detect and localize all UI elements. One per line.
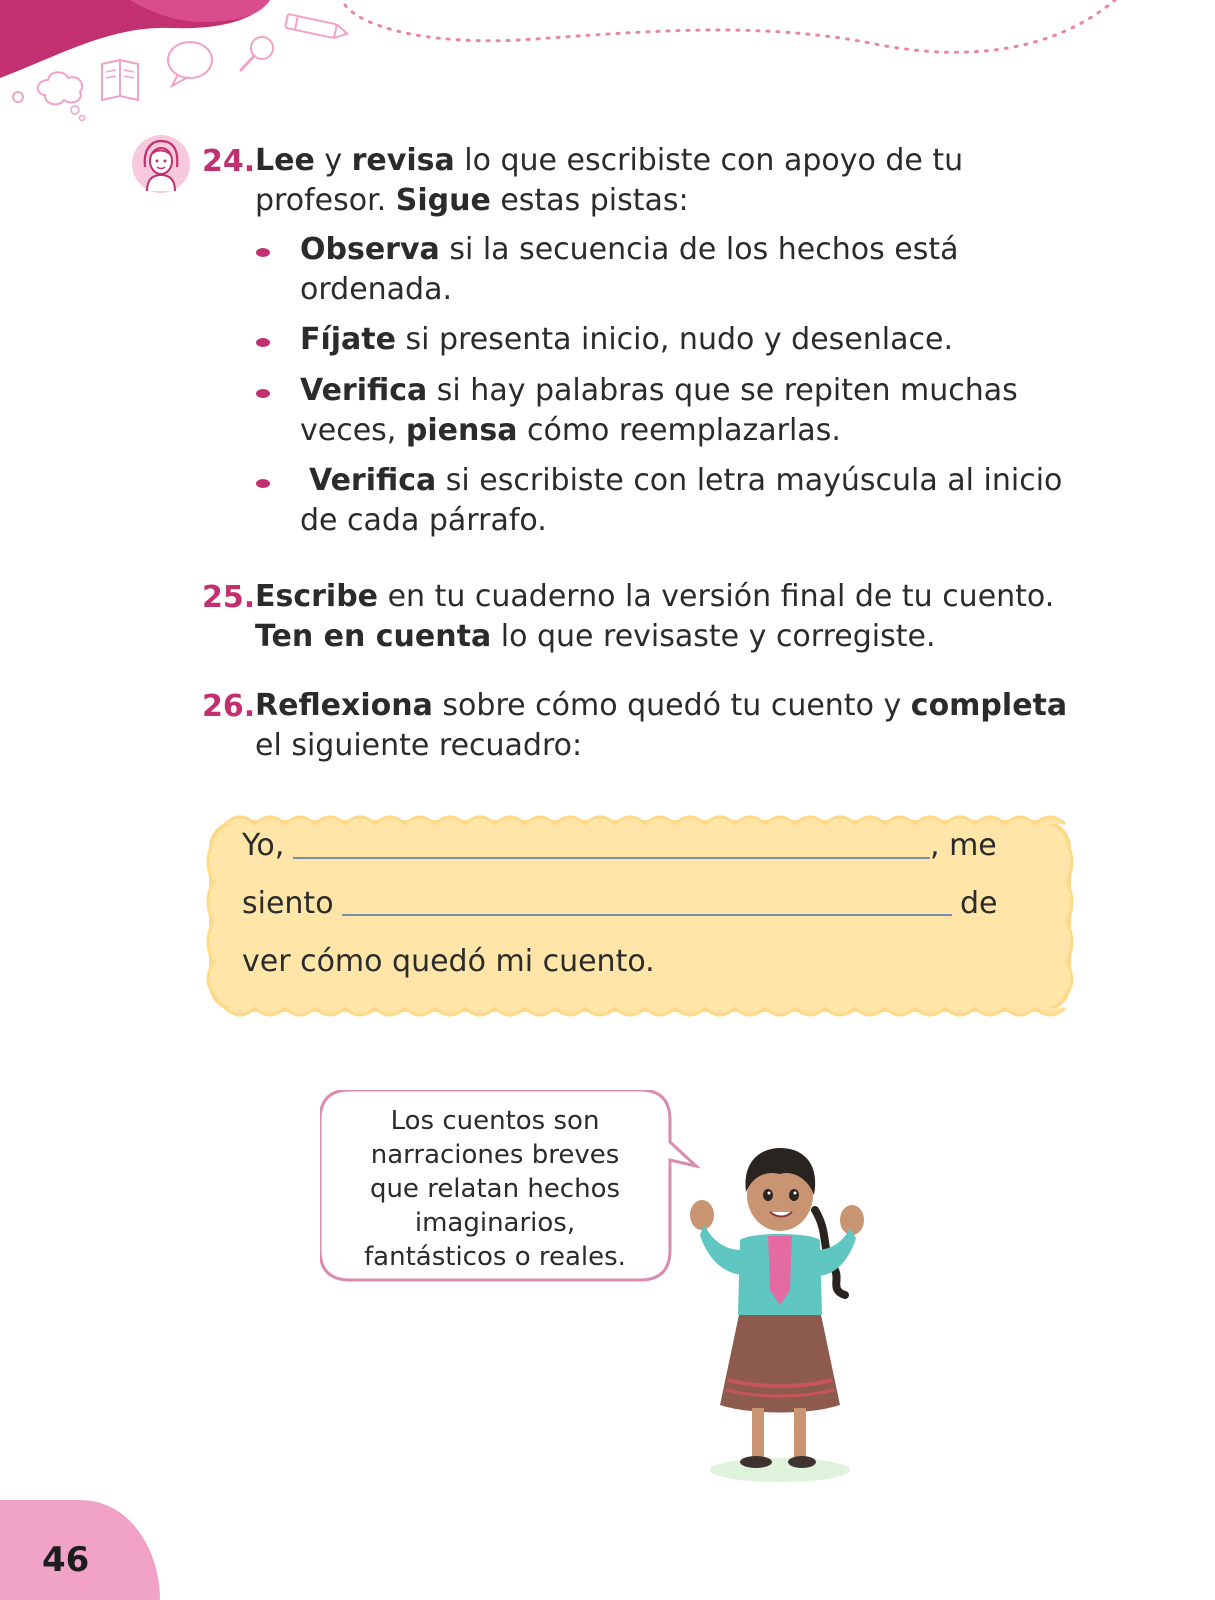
feeling-blank-line[interactable] <box>342 914 952 916</box>
bullet-dot <box>256 389 270 398</box>
activity-25-line-1: Escribe en tu cuaderno la versión final de tu cuento. <box>255 579 1055 614</box>
activity-26-line-2: el siguiente recuadro: <box>255 728 583 763</box>
fill-de-label: de <box>960 886 998 921</box>
activity-25-number: 25. <box>202 580 256 615</box>
teacher-icon <box>131 133 191 195</box>
magnifier-icon <box>241 37 273 70</box>
fill-me-label: , me <box>930 828 997 863</box>
bullet-fijate: Fíjate si presenta inicio, nudo y desenlace. <box>300 322 953 357</box>
bullet-observa: Observa si la secuencia de los hechos está ordenada. <box>300 232 959 307</box>
fill-yo-label: Yo, <box>242 828 285 863</box>
bullet-verifica-mayuscula: Verifica si escribiste con letra mayúscula al inicio de cada párrafo. <box>300 463 1063 538</box>
activity-26-line-1: Reflexiona sobre cómo quedó tu cuento y completa <box>255 688 1068 723</box>
fill-last-line: ver cómo quedó mi cuento. <box>242 944 655 979</box>
activity-24-number: 24. <box>202 144 256 179</box>
bullet-dot <box>256 248 270 257</box>
activity-24-line-2: profesor. Sigue estas pistas: <box>255 183 689 218</box>
speech-bubble-text: Los cuentos son narraciones breves que relatan hechos imaginarios, fantásticos o reales. <box>364 1106 626 1272</box>
bullet-verifica-palabras: Verifica si hay palabras que se repiten muchas veces, piensa cómo reemplazarlas. <box>300 373 1018 448</box>
fill-siento-label: siento <box>242 886 334 921</box>
header-decoration <box>0 0 1215 130</box>
activity-24-line-1: Lee y revisa lo que escribiste con apoyo de tu <box>255 143 964 178</box>
bullet-dot <box>256 479 270 488</box>
bullet-dot <box>256 338 270 347</box>
name-blank-line[interactable] <box>293 857 930 859</box>
speech-bubble-icon <box>168 42 212 86</box>
activity-26-number: 26. <box>202 689 256 724</box>
girl-illustration <box>680 1140 880 1485</box>
activity-25-line-2: Ten en cuenta lo que revisaste y corregiste. <box>255 619 936 654</box>
dotted-path <box>345 0 1115 52</box>
page-number: 46 <box>42 1540 90 1580</box>
thought-cloud-icon <box>13 72 85 120</box>
book-icon <box>102 60 138 100</box>
pencil-icon <box>285 14 349 41</box>
